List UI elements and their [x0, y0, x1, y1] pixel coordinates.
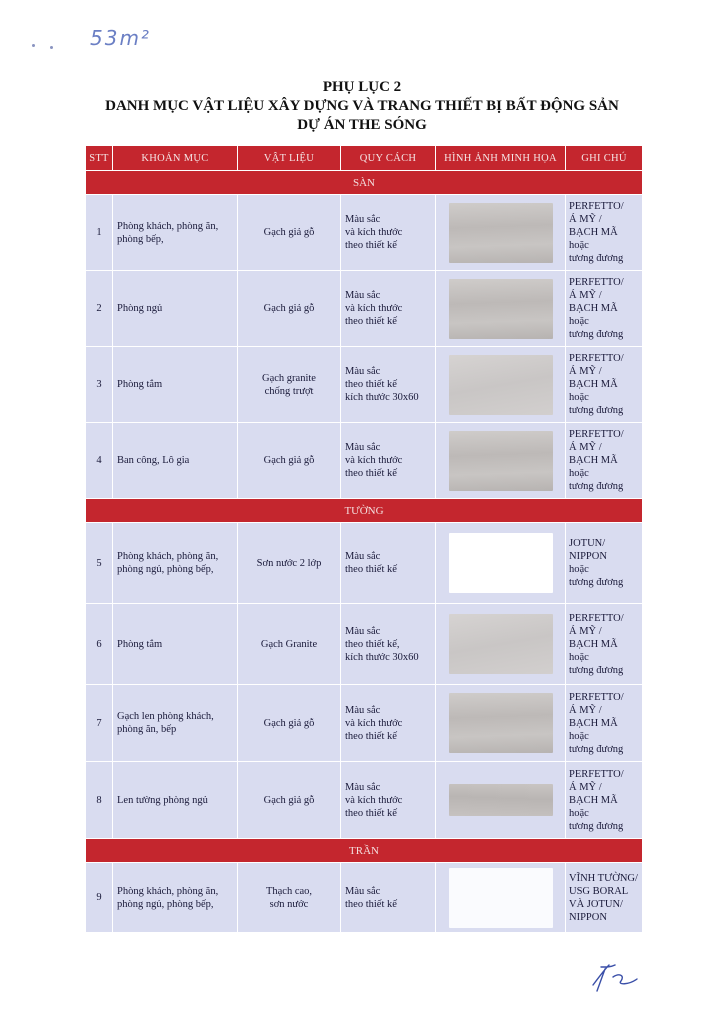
cell-khoan-muc	[113, 347, 238, 423]
table-row	[86, 604, 643, 685]
table-row	[86, 863, 643, 933]
cell-hinh-anh	[436, 423, 566, 499]
material-sample-image	[449, 784, 553, 816]
material-sample-image	[449, 533, 553, 593]
ghi-chu-line: NIPPON	[569, 911, 607, 923]
quy-cach-line: và kích thước	[345, 455, 403, 466]
khoan-muc-line: Ban công, Lô gia	[117, 455, 190, 466]
cell-hinh-anh	[436, 347, 566, 423]
cell-stt: 7	[86, 685, 113, 762]
cell-khoan-muc	[113, 271, 238, 347]
document-title	[0, 78, 724, 135]
materials-table	[85, 145, 643, 933]
quy-cach-line: Màu sắc	[345, 781, 381, 793]
vat-lieu-line: Gạch granite	[262, 372, 316, 384]
khoan-muc-line: Phòng khách, phòng ăn,	[117, 220, 219, 232]
cell-ghi-chu	[566, 523, 643, 604]
quy-cach-line: Màu sắc	[345, 704, 381, 716]
table-row	[86, 271, 643, 347]
quy-cach-line: Màu sắc	[345, 290, 381, 301]
vat-lieu-line: sơn nước	[269, 898, 309, 910]
cell-khoan-muc	[113, 604, 238, 685]
cell-hinh-anh	[436, 271, 566, 347]
cell-vat-lieu	[238, 523, 341, 604]
project-title: DỰ ÁN THE SÓNG	[297, 117, 427, 133]
cell-ghi-chu	[566, 762, 643, 839]
khoan-muc-line: phòng bếp,	[117, 233, 164, 245]
ghi-chu-line: BẠCH MÃ	[569, 717, 618, 729]
ghi-chu-line: PERFETTO/	[569, 353, 624, 364]
cell-vat-lieu	[238, 423, 341, 499]
khoan-muc-line: Phòng tắm	[117, 379, 163, 390]
ghi-chu-line: tương đương	[569, 405, 624, 416]
cell-vat-lieu	[238, 762, 341, 839]
khoan-muc-line: Phòng khách, phòng ăn,	[117, 551, 219, 562]
vat-lieu-line: Gạch giả gỗ	[263, 455, 315, 466]
ghi-chu-line: tương đương	[569, 481, 624, 492]
section-row-tran	[86, 839, 643, 863]
ghi-chu-line: BẠCH MÃ	[569, 227, 618, 238]
header-hinh-anh: HÌNH ẢNH MINH HỌA	[436, 146, 566, 171]
table-row	[86, 762, 643, 839]
ghi-chu-line: Á MỸ /	[569, 442, 602, 453]
cell-quy-cach	[341, 271, 436, 347]
appendix-title: PHỤ LỤC 2	[322, 79, 402, 95]
ghi-chu-line: Á MỸ /	[569, 366, 602, 377]
quy-cach-line: theo thiết kế	[345, 316, 397, 327]
header-stt: STT	[86, 146, 113, 171]
cell-quy-cach	[341, 604, 436, 685]
table-row	[86, 195, 643, 271]
ghi-chu-line: hoặc	[569, 730, 589, 742]
material-sample-image	[449, 868, 553, 928]
ghi-chu-line: BẠCH MÃ	[569, 638, 618, 650]
vat-lieu-line: Gạch giả gỗ	[263, 227, 315, 238]
cell-quy-cach	[341, 347, 436, 423]
cell-hinh-anh	[436, 523, 566, 604]
ghi-chu-line: NIPPON	[569, 551, 607, 562]
ghi-chu-line: Á MỸ /	[569, 704, 602, 716]
ghi-chu-line: PERFETTO/	[569, 429, 624, 440]
khoan-muc-line: phòng ngủ, phòng bếp,	[117, 564, 214, 575]
quy-cach-line: và kích thước	[345, 794, 403, 806]
ghi-chu-line: BẠCH MÃ	[569, 794, 618, 806]
vat-lieu-line: Gạch giả gỗ	[263, 794, 315, 806]
quy-cach-line: và kích thước	[345, 227, 403, 238]
cell-stt: 2	[86, 271, 113, 347]
cell-hinh-anh	[436, 863, 566, 933]
cell-khoan-muc	[113, 195, 238, 271]
cell-khoan-muc	[113, 762, 238, 839]
khoan-muc-line: Phòng khách, phòng ăn,	[117, 885, 219, 897]
ghi-chu-line: hoặc	[569, 807, 589, 819]
ghi-chu-line: PERFETTO/	[569, 612, 624, 624]
quy-cach-line: Màu sắc	[345, 885, 381, 897]
table-row	[86, 523, 643, 604]
ghi-chu-line: hoặc	[569, 468, 589, 479]
cell-vat-lieu	[238, 195, 341, 271]
vat-lieu-line: Thạch cao,	[265, 885, 313, 897]
ghi-chu-line: hoặc	[569, 240, 589, 251]
cell-khoan-muc	[113, 863, 238, 933]
scan-dot	[50, 46, 53, 49]
handwritten-area-note: 53m²	[90, 26, 151, 50]
ghi-chu-line: Á MỸ /	[569, 625, 602, 637]
khoan-muc-line: Phòng ngủ	[117, 303, 163, 314]
table-row	[86, 685, 643, 762]
cell-ghi-chu	[566, 423, 643, 499]
material-sample-image	[449, 203, 553, 263]
material-sample-image	[449, 279, 553, 339]
cell-vat-lieu	[238, 863, 341, 933]
header-vat-lieu: VẬT LIỆU	[238, 146, 341, 171]
cell-stt: 1	[86, 195, 113, 271]
cell-quy-cach	[341, 685, 436, 762]
ghi-chu-line: JOTUN/	[569, 538, 606, 549]
material-sample-image	[449, 693, 553, 753]
cell-vat-lieu	[238, 604, 341, 685]
section-label: TRẦN	[86, 839, 643, 863]
cell-khoan-muc	[113, 523, 238, 604]
cell-hinh-anh	[436, 762, 566, 839]
vat-lieu-line: Gạch Granite	[260, 638, 318, 650]
cell-hinh-anh	[436, 195, 566, 271]
vat-lieu-line: chống trượt	[264, 385, 314, 397]
cell-stt: 6	[86, 604, 113, 685]
vat-lieu-line: Gạch giả gỗ	[263, 717, 315, 729]
cell-ghi-chu	[566, 271, 643, 347]
cell-khoan-muc	[113, 423, 238, 499]
cell-quy-cach	[341, 762, 436, 839]
quy-cach-line: theo thiết kế	[345, 564, 397, 575]
ghi-chu-line: VÀ JOTUN/	[569, 898, 623, 910]
quy-cach-line: Màu sắc	[345, 366, 381, 377]
material-sample-image	[449, 431, 553, 491]
khoan-muc-line: Gạch len phòng khách,	[117, 711, 214, 722]
ghi-chu-line: hoặc	[569, 316, 589, 327]
ghi-chu-line: hoặc	[569, 392, 589, 403]
ghi-chu-line: tương đương	[569, 820, 624, 832]
quy-cach-line: theo thiết kế	[345, 730, 397, 742]
quy-cach-line: và kích thước	[345, 303, 403, 314]
header-ghi-chu: GHI CHÚ	[566, 146, 643, 171]
quy-cach-line: kích thước 30x60	[345, 392, 419, 403]
table-row	[86, 423, 643, 499]
ghi-chu-line: PERFETTO/	[569, 691, 624, 703]
cell-stt: 9	[86, 863, 113, 933]
cell-stt: 3	[86, 347, 113, 423]
ghi-chu-line: USG BORAL	[569, 885, 629, 897]
quy-cach-line: theo thiết kế	[345, 379, 397, 390]
section-label: TƯỜNG	[86, 499, 643, 523]
section-row-san	[86, 171, 643, 195]
cell-quy-cach	[341, 863, 436, 933]
ghi-chu-line: tương đương	[569, 577, 624, 588]
khoan-muc-line: phòng ăn, bếp	[117, 724, 177, 735]
quy-cach-line: Màu sắc	[345, 625, 381, 637]
quy-cach-line: theo thiết kế	[345, 807, 397, 819]
material-sample-image	[449, 614, 553, 674]
cell-khoan-muc	[113, 685, 238, 762]
cell-stt: 5	[86, 523, 113, 604]
signature	[585, 955, 645, 995]
header-quy-cach: QUY CÁCH	[341, 146, 436, 171]
table-row	[86, 347, 643, 423]
cell-quy-cach	[341, 195, 436, 271]
ghi-chu-line: PERFETTO/	[569, 768, 624, 780]
ghi-chu-line: Á MỸ /	[569, 214, 602, 225]
ghi-chu-line: BẠCH MÃ	[569, 379, 618, 390]
ghi-chu-line: PERFETTO/	[569, 201, 624, 212]
vat-lieu-line: Sơn nước 2 lớp	[256, 557, 322, 569]
ghi-chu-line: PERFETTO/	[569, 277, 624, 288]
section-label: SÀN	[86, 171, 643, 195]
khoan-muc-line: Len tường phòng ngủ	[117, 794, 208, 806]
cell-stt: 4	[86, 423, 113, 499]
cell-vat-lieu	[238, 685, 341, 762]
quy-cach-line: theo thiết kế	[345, 898, 397, 910]
ghi-chu-line: BẠCH MÃ	[569, 303, 618, 314]
ghi-chu-line: tương đương	[569, 743, 624, 755]
ghi-chu-line: tương đương	[569, 329, 624, 340]
section-row-tuong	[86, 499, 643, 523]
catalog-title: DANH MỤC VẬT LIỆU XÂY DỰNG VÀ TRANG THIẾT BỊ BẤT ĐỘNG SẢN	[105, 98, 619, 114]
vat-lieu-line: Gạch giả gỗ	[263, 303, 315, 314]
cell-ghi-chu	[566, 685, 643, 762]
quy-cach-line: Màu sắc	[345, 551, 381, 562]
cell-vat-lieu	[238, 271, 341, 347]
khoan-muc-line: Phòng tắm	[117, 638, 163, 650]
ghi-chu-line: Á MỸ /	[569, 290, 602, 301]
cell-hinh-anh	[436, 685, 566, 762]
quy-cach-line: Màu sắc	[345, 442, 381, 453]
cell-vat-lieu	[238, 347, 341, 423]
quy-cach-line: theo thiết kế	[345, 240, 397, 251]
header-khoan-muc: KHOẢN MỤC	[113, 146, 238, 171]
cell-hinh-anh	[436, 604, 566, 685]
ghi-chu-line: VĨNH TƯỜNG/	[569, 872, 638, 884]
ghi-chu-line: tương đương	[569, 253, 624, 264]
material-sample-image	[449, 355, 553, 415]
table-header-row	[86, 146, 643, 171]
quy-cach-line: theo thiết kế	[345, 468, 397, 479]
cell-quy-cach	[341, 523, 436, 604]
scan-dot	[32, 44, 35, 47]
cell-ghi-chu	[566, 863, 643, 933]
ghi-chu-line: hoặc	[569, 564, 589, 575]
khoan-muc-line: phòng ngủ, phòng bếp,	[117, 898, 214, 910]
ghi-chu-line: BẠCH MÃ	[569, 455, 618, 466]
ghi-chu-line: tương đương	[569, 664, 624, 676]
cell-ghi-chu	[566, 347, 643, 423]
quy-cach-line: Màu sắc	[345, 214, 381, 225]
cell-ghi-chu	[566, 195, 643, 271]
quy-cach-line: kích thước 30x60	[345, 651, 419, 663]
ghi-chu-line: hoặc	[569, 651, 589, 663]
cell-stt: 8	[86, 762, 113, 839]
quy-cach-line: và kích thước	[345, 717, 403, 729]
ghi-chu-line: Á MỸ /	[569, 781, 602, 793]
cell-quy-cach	[341, 423, 436, 499]
quy-cach-line: theo thiết kế,	[345, 638, 400, 650]
cell-ghi-chu	[566, 604, 643, 685]
